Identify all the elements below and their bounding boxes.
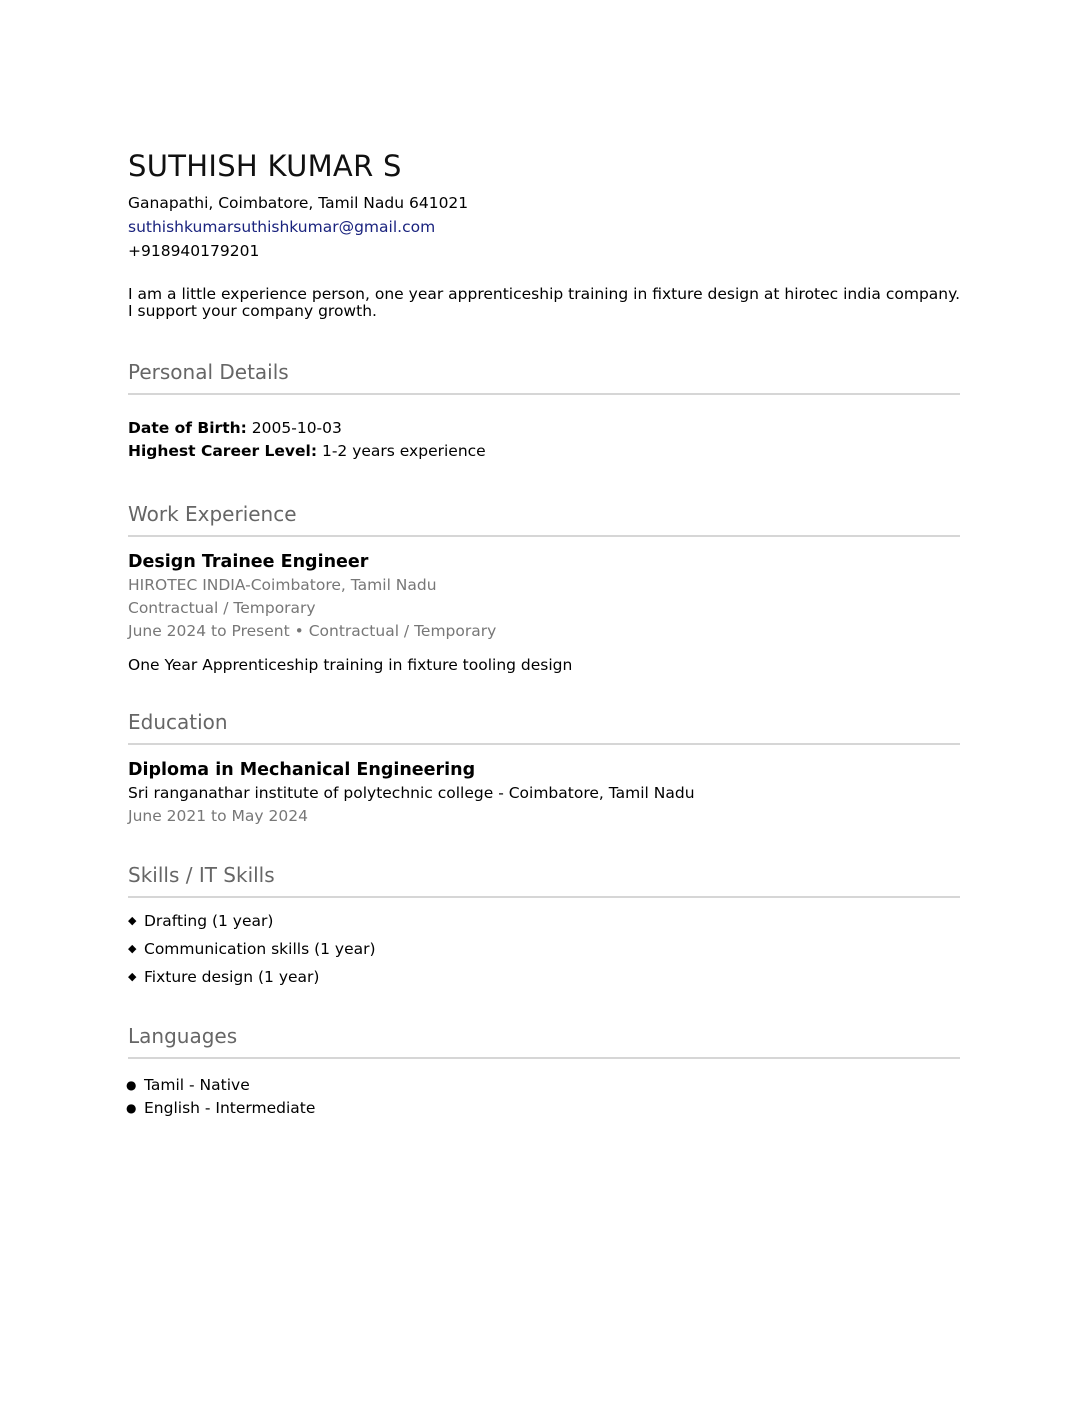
list-item [128,935,960,963]
section-divider [128,896,960,898]
job-company: HIROTEC INDIA-Coimbatore, Tamil Nadu [128,576,437,594]
section-divider [128,535,960,537]
job-type: Contractual / Temporary [128,599,316,617]
section-title: Skills / IT Skills [128,863,275,887]
detail-label: Highest Career Level: [128,442,318,460]
section-divider [128,1057,960,1059]
skill-label: Fixture design (1 year) [144,968,320,986]
bullet-icon: ◆ [128,942,137,955]
bullet-icon: ● [126,1101,137,1115]
list-item [128,1074,960,1097]
detail-value: 2005-10-03 [251,419,342,437]
email-link[interactable]: suthishkumarsuthishkumar@gmail.com [128,218,436,236]
phone-number: +918940179201 [128,242,260,260]
education-dates: June 2021 to May 2024 [128,807,308,825]
bullet-icon: ● [126,1078,137,1092]
list-item [128,1097,960,1120]
languages-list [128,1074,960,1120]
language-label: Tamil - Native [144,1076,250,1094]
bullet-icon: ◆ [128,970,137,983]
section-work-experience [128,500,960,677]
section-title: Languages [128,1024,238,1048]
skills-list [128,907,960,991]
summary-paragraph: I am a little experience person, one year apprenticeship training in fixture design at hirotec india company. I support your company growth. [128,285,960,320]
job-description: One Year Apprenticeship training in fixture tooling design [128,656,573,674]
list-item [128,907,960,935]
job-title: Design Trainee Engineer [128,552,369,572]
bullet-icon: ◆ [128,914,137,927]
section-education [128,708,960,828]
job-dates: June 2024 to Present • Contractual / Temporary [128,622,497,640]
section-title: Education [128,710,228,734]
section-divider [128,393,960,395]
detail-value: 1-2 years experience [321,442,486,460]
job-entry [128,550,960,677]
section-languages [128,1022,960,1120]
section-skills [128,861,960,991]
section-title: Personal Details [128,360,289,384]
skill-label: Drafting (1 year) [144,912,274,930]
section-title: Work Experience [128,502,297,526]
education-entry [128,758,960,828]
detail-career-level [128,440,960,463]
education-institution: Sri ranganathar institute of polytechnic college - Coimbatore, Tamil Nadu [128,784,695,802]
detail-date-of-birth [128,417,960,440]
education-degree: Diploma in Mechanical Engineering [128,760,476,780]
list-item [128,963,960,991]
language-label: English - Intermediate [144,1099,316,1117]
detail-label: Date of Birth: [128,419,247,437]
section-divider [128,743,960,745]
address: Ganapathi, Coimbatore, Tamil Nadu 641021 [128,194,469,212]
candidate-name: SUTHISH KUMAR S [128,149,402,183]
section-personal-details [128,358,960,463]
skill-label: Communication skills (1 year) [144,940,376,958]
resume-document [128,146,960,1120]
